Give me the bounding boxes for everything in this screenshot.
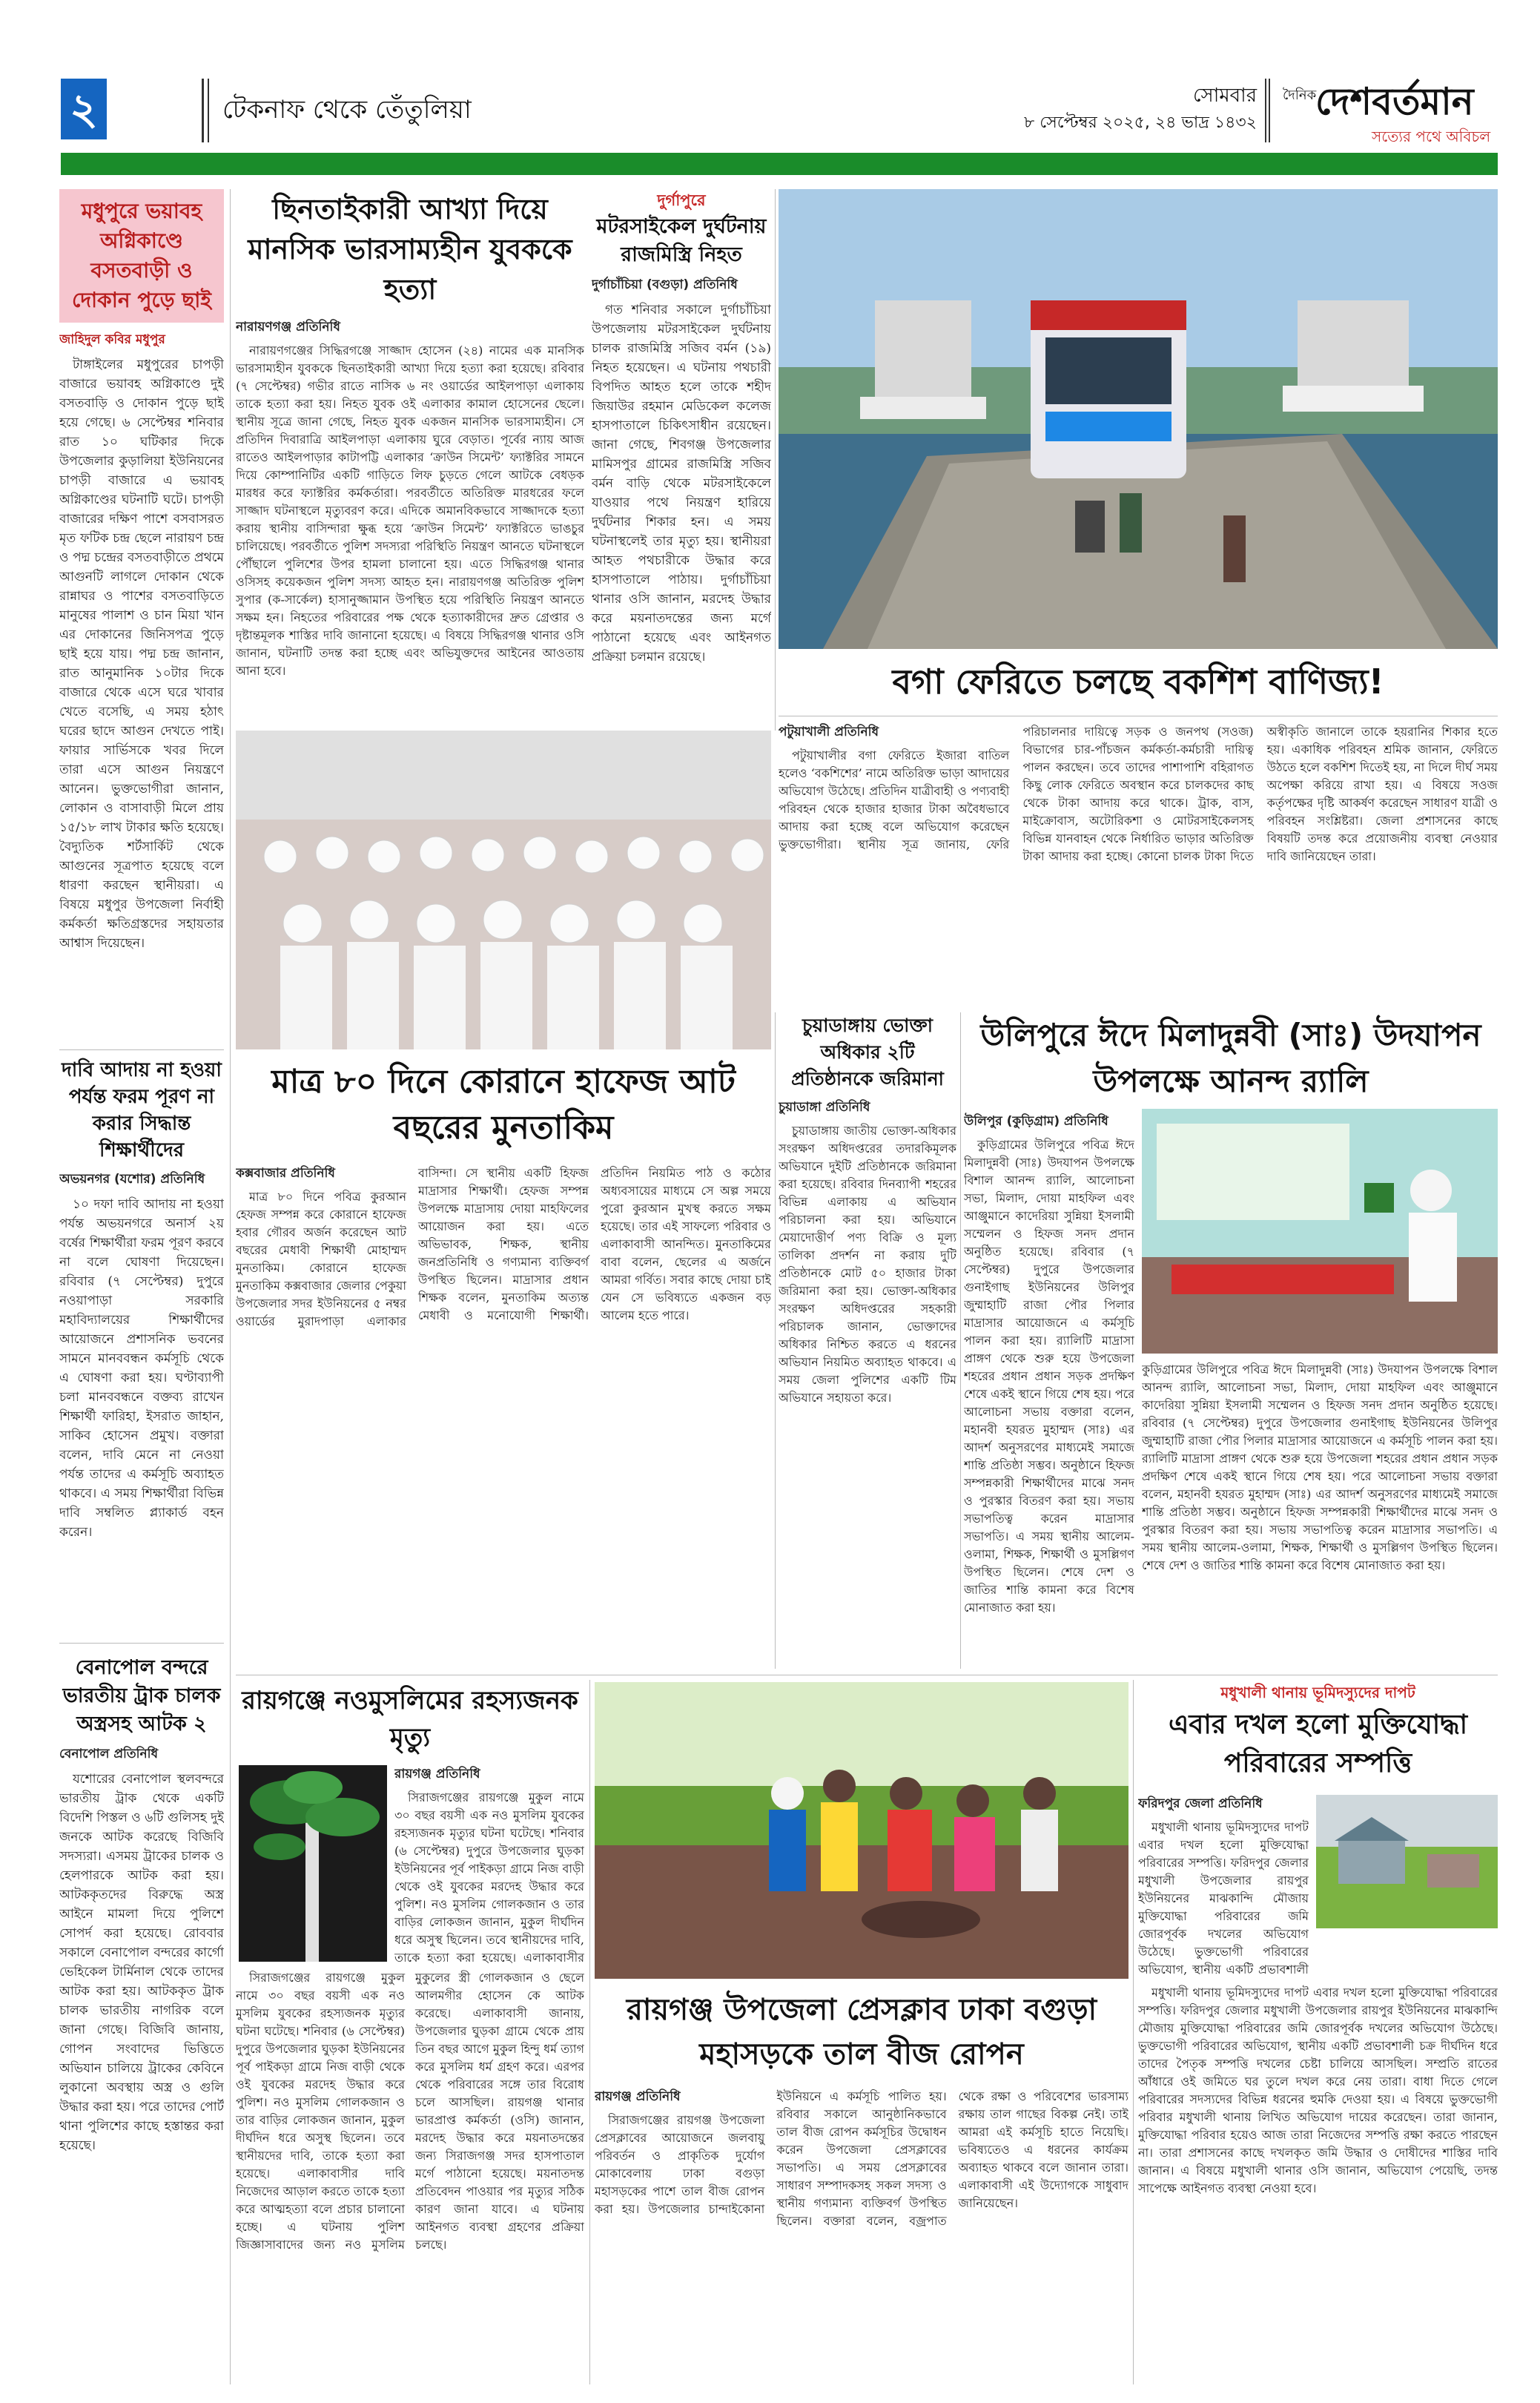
article-dabi-byline: অভয়নগর (যশোর) প্রতিনিধি (59, 1172, 205, 1187)
article-muktijoddha-continued (1138, 1984, 1498, 2384)
article-ferry-byline: পটুয়াখালী প্রতিনিধি (779, 725, 879, 739)
article-durgapur (592, 189, 771, 731)
article-muktijoddha-headline: এবার দখল হলো মুক্তিযোদ্ধা পরিবারের সম্পত্তি (1168, 1710, 1468, 1779)
article-chuadanga (779, 1012, 956, 1669)
masthead-prefix: দৈনিক (1283, 88, 1317, 103)
gathering-photo-illustration (236, 731, 771, 1049)
ferry-photo (779, 189, 1498, 649)
article-chhintai-headline: ছিনতাইকারী আখ্যা দিয়ে মানসিক ভারসাম্যহীন যুবককে হত্যা (248, 193, 572, 306)
article-hafez (236, 1164, 771, 1669)
article-hafez-byline: কক্সবাজার প্রতিনিধি (236, 1166, 335, 1181)
article-benapole-byline: বেনাপোল প্রতিনিধি (59, 1747, 159, 1761)
article-palm-body: সিরাজগঞ্জের রায়গঞ্জ উপজেলা প্রেসক্লাবের আয়োজনে জলবায়ু পরিবর্তন ও প্রাকৃতিক দুর্যোগ মোকাবেলায় ঢাকা বগুড়া মহাসড়কের পাশে তাল বীজ রোপন করা হয়। উপজেলার চান্দাইকোনা ইউনিয়নে এ কর্মসূচি পালিত হয়। রবিবার সকালে আনুষ্ঠানিকভাবে তাল বীজ রোপন কর্মসূচির উদ্বোধন করেন উপজেলা প্রেসক্লাবের সভাপতি। এ সময় প্রেসক্লাবের সাধারণ সম্পাদকসহ সকল সদস্য ও স্থানীয় গণ্যমান্য ব্যক্তিবর্গ উপস্থিত ছিলেন। বক্তারা বলেন, বজ্রপাত থেকে রক্ষা ও পরিবেশের ভারসাম্য রক্ষায় তাল গাছের বিকল্প নেই। তাই আমরা এই কর্মসূচি হাতে নিয়েছি। ভবিষ্যতেও এ ধরনের কার্যক্রম অব্যাহত থাকবে বলে জানান তারা। এলাকাবাসী এই উদ্যোগকে সাধুবাদ জানিয়েছেন। (595, 2089, 1128, 2228)
article-chuadanga-body: চুয়াডাঙ্গায় জাতীয় ভোক্তা-অধিকার সংরক্ষণ অধিদপ্তরের তদারকিমূলক অভিযানে দুইটি প্রতিষ্ঠানকে জরিমানা করা হয়েছে। রবিবার দিনব্যাপী শহরের বিভিন্ন এলাকায় এ অভিযান পরিচালনা করা হয়। অভিযানে মেয়াদোত্তীর্ণ পণ্য বিক্রি ও মূল্য তালিকা প্রদর্শন না করায় দুটি প্রতিষ্ঠানকে মোট ৫০ হাজার টাকা জরিমানা করা হয়। ভোক্তা-অধিকার সংরক্ষণ অধিদপ্তরের সহকারী পরিচালক জানান, ভোক্তাদের অধিকার নিশ্চিত করতে এ ধরনের অভিযান নিয়মিত অব্যাহত থাকবে। এ সময় জেলা পুলিশের একটি টিম অভিযানে সহায়তা করে। (779, 1124, 956, 1405)
header-green-bar (61, 153, 1498, 175)
article-hafez-body: মাত্র ৮০ দিনে পবিত্র কুরআন হেফজ সম্পন্ন করে কোরানে হাফেজ হবার গৌরব অর্জন করেছেন আট বছরের মেধাবী শিক্ষার্থী মোহাম্মদ মুনতাকিম। কোরানে হাফেজ মুনতাকিম কক্সবাজার জেলার পেকুয়া উপজেলার সদর ইউনিয়নের ৫ নম্বর ওয়ার্ডের মুরাদপাড়া এলাকার বাসিন্দা। সে স্থানীয় একটি হিফজ মাদ্রাসার শিক্ষার্থী। হেফজ সম্পন্ন উপলক্ষে মাদ্রাসায় দোয়া মাহফিলের আয়োজন করা হয়। এতে অভিভাবক, শিক্ষক, স্থানীয় জনপ্রতিনিধি ও গণ্যমান্য ব্যক্তিবর্গ উপস্থিত ছিলেন। মাদ্রাসার প্রধান শিক্ষক বলেন, মুনতাকিম অত্যন্ত মেধাবী ও মনোযোগী শিক্ষার্থী। প্রতিদিন নিয়মিত পাঠ ও কঠোর অধ্যবসায়ের মাধ্যমে সে অল্প সময়ে পুরো কুরআন মুখস্থ করতে সক্ষম হয়েছে। তার এই সাফল্যে পরিবার ও এলাকাবাসী আনন্দিত। মুনতাকিমের বাবা বলেন, ছেলের এ অর্জনে আমরা গর্বিত। সবার কাছে দোয়া চাই যেন সে ভবিষ্যতে একজন বড় আলেম হতে পারে। (236, 1166, 771, 1328)
article-muktijoddha-byline: ফরিদপুর জেলা প্রতিনিধি (1138, 1796, 1263, 1811)
article-ulipur-body: কুড়িগ্রামের উলিপুরে পবিত্র ঈদে মিলাদুন্নবী (সাঃ) উদযাপন উপলক্ষে বিশাল আনন্দ র‍্যালি, আলোচনা সভা, মিলাদ, দোয়া মাহফিল এবং আঞ্জুমানে কাদেরিয়া সুন্নিয়া ইসলামী সম্মেলন ও হিফজ সনদ প্রদান অনুষ্ঠিত হয়েছে। রবিবার (৭ সেপ্টেম্বর) দুপুরে উপজেলার গুনাইগাছ ইউনিয়নের উলিপুর জুম্মাহাটি রাজা পৌর পিলার মাদ্রাসার আয়োজনে এ কর্মসূচি পালন করা হয়। র‍্যালিটি মাদ্রাসা প্রাঙ্গণ থেকে শুরু হয়ে উপজেলা শহরের প্রধান প্রধান সড়ক প্রদক্ষিণ শেষে একই স্থানে গিয়ে শেষ হয়। পরে আলোচনা সভায় বক্তারা বলেন, মহানবী হযরত মুহাম্মদ (সাঃ) এর আদর্শ অনুসরণের মাধ্যমেই সমাজে শান্তি প্রতিষ্ঠা সম্ভব। অনুষ্ঠানে হিফজ সম্পন্নকারী শিক্ষার্থীদের মাঝে সনদ ও পুরস্কার বিতরণ করা হয়। সভায় সভাপতিত্ব করেন মাদ্রাসার সভাপতি। এ সময় স্থানীয় আলেম-ওলামা, শিক্ষক, শিক্ষার্থী ও মুসল্লিগণ উপস্থিত ছিলেন। শেষে দেশ ও জাতির শান্তি কামনা করে বিশেষ মোনাজাত করা হয়। (964, 1138, 1134, 1615)
article-dabi-body: ১০ দফা দাবি আদায় না হওয়া পর্যন্ত অভয়নগরে অনার্স ২য় বর্ষের শিক্ষার্থীরা ফরম পূরণ করবে না বলে ঘোষণা দিয়েছেন। রবিবার (৭ সেপ্টেম্বর) দুপুরে নওয়াপাড়া সরকারি মহাবিদ্যালয়ের শিক্ষার্থীদের আয়োজনে প্রশাসনিক ভবনের সামনে মানববন্ধন কর্মসূচি থেকে এ ঘোষণা করা হয়। ঘণ্টাব্যাপী চলা মানববন্ধনে বক্তব্য রাখেন শিক্ষার্থী ফারিহা, ইসরাত জাহান, সাকিব হোসেন প্রমুখ। বক্তারা বলেন, দাবি মেনে না নেওয়া পর্যন্ত তাদের এ কর্মসূচি অব্যাহত থাকবে। এ সময় শিক্ষার্থীরা বিভিন্ন দাবি সম্বলিত প্ল্যাকার্ড বহন করেন। (59, 1197, 224, 1540)
page-number-badge (61, 79, 107, 139)
article-muktijoddha-body: মধুখালী থানায় ভূমিদস্যুদের দাপট এবার দখল হলো মুক্তিযোদ্ধা পরিবারের সম্পত্তি। ফরিদপুর জেলার মধুখালী উপজেলার রায়পুর ইউনিয়নের মাঝকান্দি মৌজায় মুক্তিযোদ্ধা পরিবারের জমি জোরপূর্বক দখলের অভিযোগ উঠেছে। ভুক্তভোগী পরিবারের অভিযোগ, স্থানীয় একটি প্রভাবশালী (1138, 1820, 1309, 1977)
article-palm-byline: রায়গঞ্জ প্রতিনিধি (595, 2089, 681, 2104)
article-raiganj-death-continued (236, 1969, 584, 2384)
article-ulipur-headline: উলিপুরে ঈদে মিলাদুন্নবী (সাঃ) উদযাপন উপলক্ষে আনন্দ র‍্যালি (980, 1017, 1481, 1099)
page-header (0, 0, 1540, 185)
article-chuadanga-headline: চুয়াডাঙ্গায় ভোক্তা অধিকার ২টি প্রতিষ্ঠানকে জরিমানা (791, 1015, 944, 1090)
article-chhintai-byline: নারায়ণগঞ্জ প্রতিনিধি (236, 320, 340, 334)
article-muktijoddha (1138, 1795, 1309, 1980)
article-raiganj-death-body: সিরাজগঞ্জের রায়গঞ্জে মুকুল নামে ৩০ বছর বয়সী এক নও মুসলিম যুবকের রহস্যজনক মৃত্যুর ঘটনা ঘটেছে। শনিবার (৬ সেপ্টেম্বর) দুপুরে উপজেলার ঘুড়কা ইউনিয়নের পূর্ব পাইকড়া গ্রামে নিজ বাড়ী থেকে ওই যুবকের মরদেহ উদ্ধার করে পুলিশ। নও মুসলিম গোলকজান ও তার বাড়ির লোকজন জানান, মুকুল দীর্ঘদিন ধরে অসুস্থ ছিলেন। তবে স্থানীয়দের দাবি, তাকে হত্যা করা হয়েছে। এলাকাবাসীর (394, 1790, 584, 1965)
plant-photo (239, 1765, 387, 1962)
article-raiganj-death-byline: রায়গঞ্জ প্রতিনিধি (394, 1767, 480, 1781)
article-ferry (779, 723, 1498, 1005)
article-dabi (59, 1057, 224, 1635)
article-durgapur-headline: মটরসাইকেল দুর্ঘটনায় রাজমিস্ত্রি নিহত (596, 215, 767, 266)
article-raiganj-death-body-2: সিরাজগঞ্জের রায়গঞ্জে মুকুল নামে ৩০ বছর বয়সী এক নও মুসলিম যুবকের রহস্যজনক মৃত্যুর ঘটনা ঘটেছে। শনিবার (৬ সেপ্টেম্বর) দুপুরে উপজেলার ঘুড়কা ইউনিয়নের পূর্ব পাইকড়া গ্রামে নিজ বাড়ী থেকে ওই যুবকের মরদেহ উদ্ধার করে পুলিশ। নও মুসলিম গোলকজান ও তার বাড়ির লোকজন জানান, মুকুল দীর্ঘদিন ধরে অসুস্থ ছিলেন। তবে স্থানীয়দের দাবি, তাকে হত্যা করা হয়েছে। এলাকাবাসীর দাবি নিজেদের আড়াল করতে তাকে হত্যা করে আত্মহত্যা বলে প্রচার চালানো হচ্ছে। এ ঘটনায় পুলিশ জিজ্ঞাসাবাদের জন্য নও মুসলিম মুকুলের স্ত্রী গোলকজান ও ছেলে আলমগীর হোসেন কে আটক করেছে। এলাকাবাসী জানায়, উপজেলার ঘুড়কা গ্রামে থেকে প্রায় তিন বছর আগে মুকুল হিন্দু ধর্ম ত্যাগ করে মুসলিম ধর্ম গ্রহণ করে। এরপর থেকে পরিবারের সঙ্গে তার বিরোধ চলে আসছিল। রায়গঞ্জ থানার ভারপ্রাপ্ত কর্মকর্তা (ওসি) জানান, মরদেহ উদ্ধার করে ময়নাতদন্তের জন্য সিরাজগঞ্জ সদর হাসপাতাল মর্গে পাঠানো হয়েছে। ময়নাতদন্ত প্রতিবেদন পাওয়ার পর মৃত্যুর সঠিক কারণ জানা যাবে। এ ঘটনায় আইনগত ব্যবস্থা গ্রহণের প্রক্রিয়া চলছে। (236, 1971, 584, 2252)
article-palm (595, 2088, 1128, 2384)
article-ferry-body: পটুয়াখালীর বগা ফেরিতে ইজারা বাতিল হলেও ‘বকশিশের’ নামে অতিরিক্ত ভাড়া আদায়ের অভিযোগ উঠেছে। প্রতিদিন যাত্রীবাহী ও পণ্যবাহী পরিবহন থেকে হাজার হাজার টাকা অবৈধভাবে আদায় করা হচ্ছে বলে অভিযোগ করেছেন ভুক্তভোগীরা। স্থানীয় সূত্র জানায়, ফেরি পরিচালনার দায়িত্বে সড়ক ও জনপথ (সওজ) বিভাগের চার-পাঁচজন কর্মকর্তা-কর্মচারী দায়িত্ব পালন করছেন। তবে তাদের পাশাপাশি বহিরাগত কিছু লোক ফেরিতে অবস্থান করে চালকদের কাছ থেকে টাকা আদায় করে থাকে। ট্রাক, বাস, মাইক্রোবাস, অটোরিকশা ও মোটরসাইকেলসহ বিভিন্ন যানবাহন থেকে নির্ধারিত ভাড়ার অতিরিক্ত টাকা আদায় করা হচ্ছে। কোনো চালক টাকা দিতে অস্বীকৃতি জানালে তাকে হয়রানির শিকার হতে হয়। একাধিক পরিবহন শ্রমিক জানান, ফেরিতে উঠতে হলে বকশিশ দিতেই হয়, না দিলে দীর্ঘ সময় অপেক্ষা করিয়ে রাখা হয়। এ বিষয়ে সওজ কর্তৃপক্ষের দৃষ্টি আকর্ষণ করেছেন সাধারণ যাত্রী ও পরিবহন সংশ্লিষ্টরা। জেলা প্রশাসনের কাছে বিষয়টি তদন্ত করে প্রয়োজনীয় ব্যবস্থা নেওয়ার দাবি জানিয়েছেন তারা। (779, 725, 1498, 863)
article-palm-headline: রায়গঞ্জ উপজেলা প্রেসক্লাব ঢাকা বগুড়া মহাসড়কে তাল বীজ রোপন (626, 1993, 1097, 2071)
planting-photo (595, 1682, 1128, 1979)
rally-photo-illustration (1142, 1109, 1498, 1354)
section-title: টেকনাফ থেকে তেঁতুলিয়া (222, 95, 472, 125)
article-durgapur-kicker: দুর্গাপুরে (657, 191, 706, 209)
article-muktijoddha-kicker: মধুখালী থানায় ভূমিদস্যুদের দাপট (1220, 1684, 1415, 1701)
issue-day: সোমবার (1192, 85, 1257, 107)
masthead-title: দেশবর্তমান (1315, 80, 1474, 123)
article-benapole-headline: বেনাপোল বন্দরে ভারতীয় ট্রাক চালক অস্ত্রসহ আটক ২ (62, 1656, 221, 1736)
article-chhintai (236, 189, 584, 723)
article-durgapur-byline: দুর্গাচাঁচিয়া (বগুড়া) প্রতিনিধি (592, 277, 738, 292)
article-madhupur-headline: মধুপুরে ভয়াবহ অগ্নিকাণ্ডে বসতবাড়ী ও দোকান পুড়ে ছাই (59, 189, 224, 323)
article-ulipur-continued (1142, 1361, 1498, 1669)
ferry-photo-illustration (779, 189, 1498, 649)
article-madhupur-byline: জাহিদুল কবির মধুপুর (59, 332, 165, 347)
article-madhupur-body: টাঙ্গাইলের মধুপুরের চাপড়ী বাজারে ভয়াবহ অগ্নিকাণ্ডে দুই বসতবাড়ি ও দোকান পুড়ে ছাই হয়ে গেছে। ৬ সেপ্টেম্বর শনিবার রাত ১০ ঘটিকার দিকে উপজেলার কুড়ালিয়া ইউনিয়নের চাপড়ী বাজারে এ ভয়াবহ অগ্নিকাণ্ডের ঘটনাটি ঘটে। চাপড়ী বাজারের দক্ষিণ পাশে বসবাসরত মৃত ফটিক চন্দ্র ছেলে নারায়ণ চন্দ্র ও পদ্ম চন্দ্রের বসতবাড়ীতে প্রথমে আগুনটি লাগলে দোকান থেকে রান্নাঘর ও পাশের বসতবাড়িতে মানুষের পালাশ ও চান মিয়া খান এর দোকানের জিনিসপত্র পুড়ে ছাই হয়ে যায়। পদ্ম চন্দ্র জানান, রাত আনুমানিক ১০টার দিকে বাজারে থেকে এসে ঘরে খাবার খেতে বসেছি, এ সময় হঠাৎ ঘরের ছাদে আগুন দেখতে পাই। ফায়ার সার্ভিসকে খবর দিলে তারা এসে আগুন নিয়ন্ত্রণে আনেন। ভুক্তভোগীরা জানান, লোকান ও বাসাবাড়ী মিলে প্রায় ১৫/১৮ লাখ টাকার ক্ষতি হয়েছে। বৈদ্যুতিক শর্টসার্কিট থেকে আগুনের সূত্রপাত হয়েছে বলে ধারণা করছেন স্থানীয়রা। এ বিষয়ে মধুপুর উপজেলা নির্বাহী কর্মকর্তা ক্ষতিগ্রস্তদের সহায়তার আশ্বাস দিয়েছেন। (59, 357, 224, 951)
gathering-photo (236, 731, 771, 1049)
land-photo-illustration (1316, 1795, 1498, 1928)
article-raiganj-death (394, 1765, 584, 1965)
issue-date: ৮ সেপ্টেম্বর ২০২৫, ২৪ ভাদ্র ১৪৩২ (1024, 113, 1257, 132)
article-durgapur-body: গত শনিবার সকালে দুর্গাচাঁচিয়া উপজেলায় মটরসাইকেল দুর্ঘটনায় চালক রাজমিস্ত্রি সজিব বর্মন (১৯) নিহত হয়েছেন। এ ঘটনায় পথচারী বিপদিত আহত হলে তাকে শহীদ জিয়াউর রহমান মেডিকেল কলেজ হাসপাতালে চিকিৎসাধীন রয়েছেন। জানা গেছে, শিবগঞ্জ উপজেলার মামিসপুর গ্রামের রাজমিস্ত্রি সজিব বর্মন বাড়ি থেকে মটরসাইকেলে যাওয়ার পথে নিয়ন্ত্রণ হারিয়ে দুর্ঘটনার শিকার হন। এ সময় ঘটনাস্থলেই তার মৃত্যু হয়। স্থানীয়রা আহত পথচারীকে উদ্ধার করে হাসপাতালে পাঠায়। দুর্গাচাঁচিয়া থানার ওসি জানান, মরদেহ উদ্ধার করে ময়নাতদন্তের জন্য মর্গে পাঠানো হয়েছে এবং আইনগত প্রক্রিয়া চলমান রয়েছে। (592, 303, 771, 665)
article-ulipur-body-2: কুড়িগ্রামের উলিপুরে পবিত্র ঈদে মিলাদুন্নবী (সাঃ) উদযাপন উপলক্ষে বিশাল আনন্দ র‍্যালি, আলোচনা সভা, মিলাদ, দোয়া মাহফিল এবং আঞ্জুমানে কাদেরিয়া সুন্নিয়া ইসলামী সম্মেলন ও হিফজ সনদ প্রদান অনুষ্ঠিত হয়েছে। রবিবার (৭ সেপ্টেম্বর) দুপুরে উপজেলার গুনাইগাছ ইউনিয়নের উলিপুর জুম্মাহাটি রাজা পৌর পিলার মাদ্রাসার আয়োজনে এ কর্মসূচি পালন করা হয়। র‍্যালিটি মাদ্রাসা প্রাঙ্গণ থেকে শুরু হয়ে উপজেলা শহরের প্রধান প্রধান সড়ক প্রদক্ষিণ শেষে একই স্থানে গিয়ে শেষ হয়। পরে আলোচনা সভায় বক্তারা বলেন, মহানবী হযরত মুহাম্মদ (সাঃ) এর আদর্শ অনুসরণের মাধ্যমেই সমাজে শান্তি প্রতিষ্ঠা সম্ভব। অনুষ্ঠানে হিফজ সম্পন্নকারী শিক্ষার্থীদের মাঝে সনদ ও পুরস্কার বিতরণ করা হয়। সভায় সভাপতিত্ব করেন মাদ্রাসার সভাপতি। এ সময় স্থানীয় আলেম-ওলামা, শিক্ষক, শিক্ষার্থী ও মুসল্লিগণ উপস্থিত ছিলেন। শেষে দেশ ও জাতির শান্তি কামনা করে বিশেষ মোনাজাত করা হয়। (1142, 1362, 1498, 1572)
article-benapole-body: যশোরের বেনাপোল স্থলবন্দরে ভারতীয় ট্রাক থেকে একটি বিদেশি পিস্তল ও ৬টি গুলিসহ দুই জনকে আটক করেছে বিজিবি সদস্যরা। এসময় ট্রাকের চালক ও হেলপারকে আটক করা হয়। আটককৃতদের বিরুদ্ধে অস্ত্র আইনে মামলা দিয়ে পুলিশে সোপর্দ করা হয়েছে। রোববার সকালে বেনাপোল বন্দরের কার্গো ভেহিকেল টার্মিনাল থেকে তাদের আটক করা হয়। আটককৃত ট্রাক চালক ভারতীয় নাগরিক বলে জানা গেছে। বিজিবি জানায়, গোপন সংবাদের ভিত্তিতে অভিযান চালিয়ে ট্রাকের কেবিনে লুকানো অবস্থায় অস্ত্র ও গুলি উদ্ধার করা হয়। পরে তাদের পোর্ট থানা পুলিশের কাছে হস্তান্তর করা হয়েছে। (59, 1772, 224, 2153)
rally-photo (1142, 1109, 1498, 1354)
article-ferry-headline: বগা ফেরিতে চলছে বকশিশ বাণিজ্য! (892, 662, 1384, 702)
planting-photo-illustration (595, 1682, 1128, 1979)
article-ulipur-byline: উলিপুর (কুড়িগ্রাম) প্রতিনিধি (964, 1114, 1108, 1129)
article-hafez-headline: মাত্র ৮০ দিনে কোরানে হাফেজ আট বছরের মুনতাকিম (271, 1063, 736, 1147)
land-photo (1316, 1795, 1498, 1928)
article-raiganj-death-headline: রায়গঞ্জে নওমুসলিমের রহস্যজনক মৃত্যু (242, 1686, 578, 1753)
article-chuadanga-byline: চুয়াডাঙ্গা প্রতিনিধি (779, 1100, 870, 1115)
article-ulipur (964, 1112, 1134, 1669)
masthead-logo (1283, 74, 1505, 148)
article-madhupur (59, 189, 224, 1042)
masthead-tagline: সত্যের পথে অবিচল (1372, 128, 1491, 145)
page-number: ২ (70, 84, 98, 134)
plant-photo-illustration (239, 1765, 387, 1962)
article-benapole (59, 1654, 224, 2384)
article-chhintai-body: নারায়ণগঞ্জের সিদ্ধিরগঞ্জে সাজ্জাদ হোসেন (২৪) নামের এক মানসিক ভারসাম্যহীন যুবককে ছিনতাইকারী আখ্যা দিয়ে হত্যা করা হয়েছে। রবিবার (৭ সেপ্টেম্বর) গভীর রাতে নাসিক ৬ নং ওয়ার্ডের আইলপাড়া এলাকায় তাকে হত্যা করা হয়। নিহত যুবক ওই এলাকার কামাল হোসেনের ছেলে। স্থানীয় সূত্রে জানা গেছে, নিহত যুবক একজন মানসিক ভারসাম্যহীন। সে প্রতিদিন দিবারাত্রি আইলপাড়া এলাকায় ঘুরে বেড়াত। পূর্বের ন্যায় আজ রাতেও আইলপাড়ার কাটাপট্টি এলাকার ‘ক্রাউন সিমেন্ট’ ফ্যাক্টরির সামনে দিয়ে কোম্পানিটির একটি গাড়িতে লিফ চুড়তে গেলে আটকে বেধড়ক মারধর করে ফ্যাক্টরির কর্মকর্তারা। পরবর্তীতে অতিরিক্ত মারধরের ফলে সাজ্জাদ ঘটনাস্থলে মৃত্যুবরণ করে। এদিকে অমানবিকভাবে সাজ্জাদকে হত্যা করায় স্থানীয় বাসিন্দারা ক্ষুব্ধ হয়ে ‘ক্রাউন সিমেন্ট’ ফ্যাক্টরিতে ভাঙচুর চালিয়েছে। পরবর্তীতে পুলিশ সদস্যরা পরিস্থিতি নিয়ন্ত্রণ আনতে ঘটনাস্থলে পৌঁছালে পুলিশের উপর হামলা চালানো হয়। এতে সিদ্ধিরগঞ্জ থানার ওসিসহ কয়েকজন পুলিশ সদস্য আহত হন। নারায়ণগঞ্জ অতিরিক্ত পুলিশ সুপার (ক-সার্কেল) হাসানুজ্জামান উপস্থিত হয়ে পরিস্থিতি নিয়ন্ত্রণ আনতে সক্ষম হন। নিহতের পরিবারের পক্ষ থেকে হত্যাকারীদের দ্রুত গ্রেপ্তার ও দৃষ্টান্তমূলক শাস্তির দাবি জানানো হয়েছে। এ বিষয়ে সিদ্ধিরগঞ্জ থানার ওসি জানান, ঘটনাটি তদন্ত করা হচ্ছে এবং অভিযুক্তদের আইনের আওতায় আনা হবে। (236, 343, 584, 678)
article-muktijoddha-body-2: মধুখালী থানায় ভূমিদস্যুদের দাপট এবার দখল হলো মুক্তিযোদ্ধা পরিবারের সম্পত্তি। ফরিদপুর জেলার মধুখালী উপজেলার রায়পুর ইউনিয়নের মাঝকান্দি মৌজায় মুক্তিযোদ্ধা পরিবারের জমি জোরপূর্বক দখলের অভিযোগ উঠেছে। ভুক্তভোগী পরিবারের অভিযোগ, স্থানীয় একটি প্রভাবশালী চক্র দীর্ঘদিন ধরে তাদের পৈতৃক সম্পত্তি দখলের চেষ্টা চালিয়ে আসছিল। সম্প্রতি রাতের আঁধারে ওই জমিতে ঘর তুলে দখল করে নেয় তারা। বাধা দিতে গেলে পরিবারের সদস্যদের বিভিন্ন ধরনের হুমকি দেওয়া হয়। এ বিষয়ে ভুক্তভোগী পরিবার মধুখালী থানায় লিখিত অভিযোগ দায়ের করেছেন। তারা জানান, মুক্তিযোদ্ধা পরিবার হয়েও আজ তারা নিজেদের সম্পত্তি রক্ষা করতে পারছেন না। তারা প্রশাসনের কাছে দখলকৃত জমি উদ্ধার ও দোষীদের শাস্তির দাবি জানান। এ বিষয়ে মধুখালী থানার ওসি জানান, অভিযোগ পেয়েছি, তদন্ত সাপেক্ষে আইনগত ব্যবস্থা নেওয়া হবে। (1138, 1985, 1498, 2195)
article-dabi-headline: দাবি আদায় না হওয়া পর্যন্ত ফরম পূরণ না করার সিদ্ধান্ত শিক্ষার্থীদের (62, 1059, 222, 1161)
left-column (59, 189, 224, 2384)
